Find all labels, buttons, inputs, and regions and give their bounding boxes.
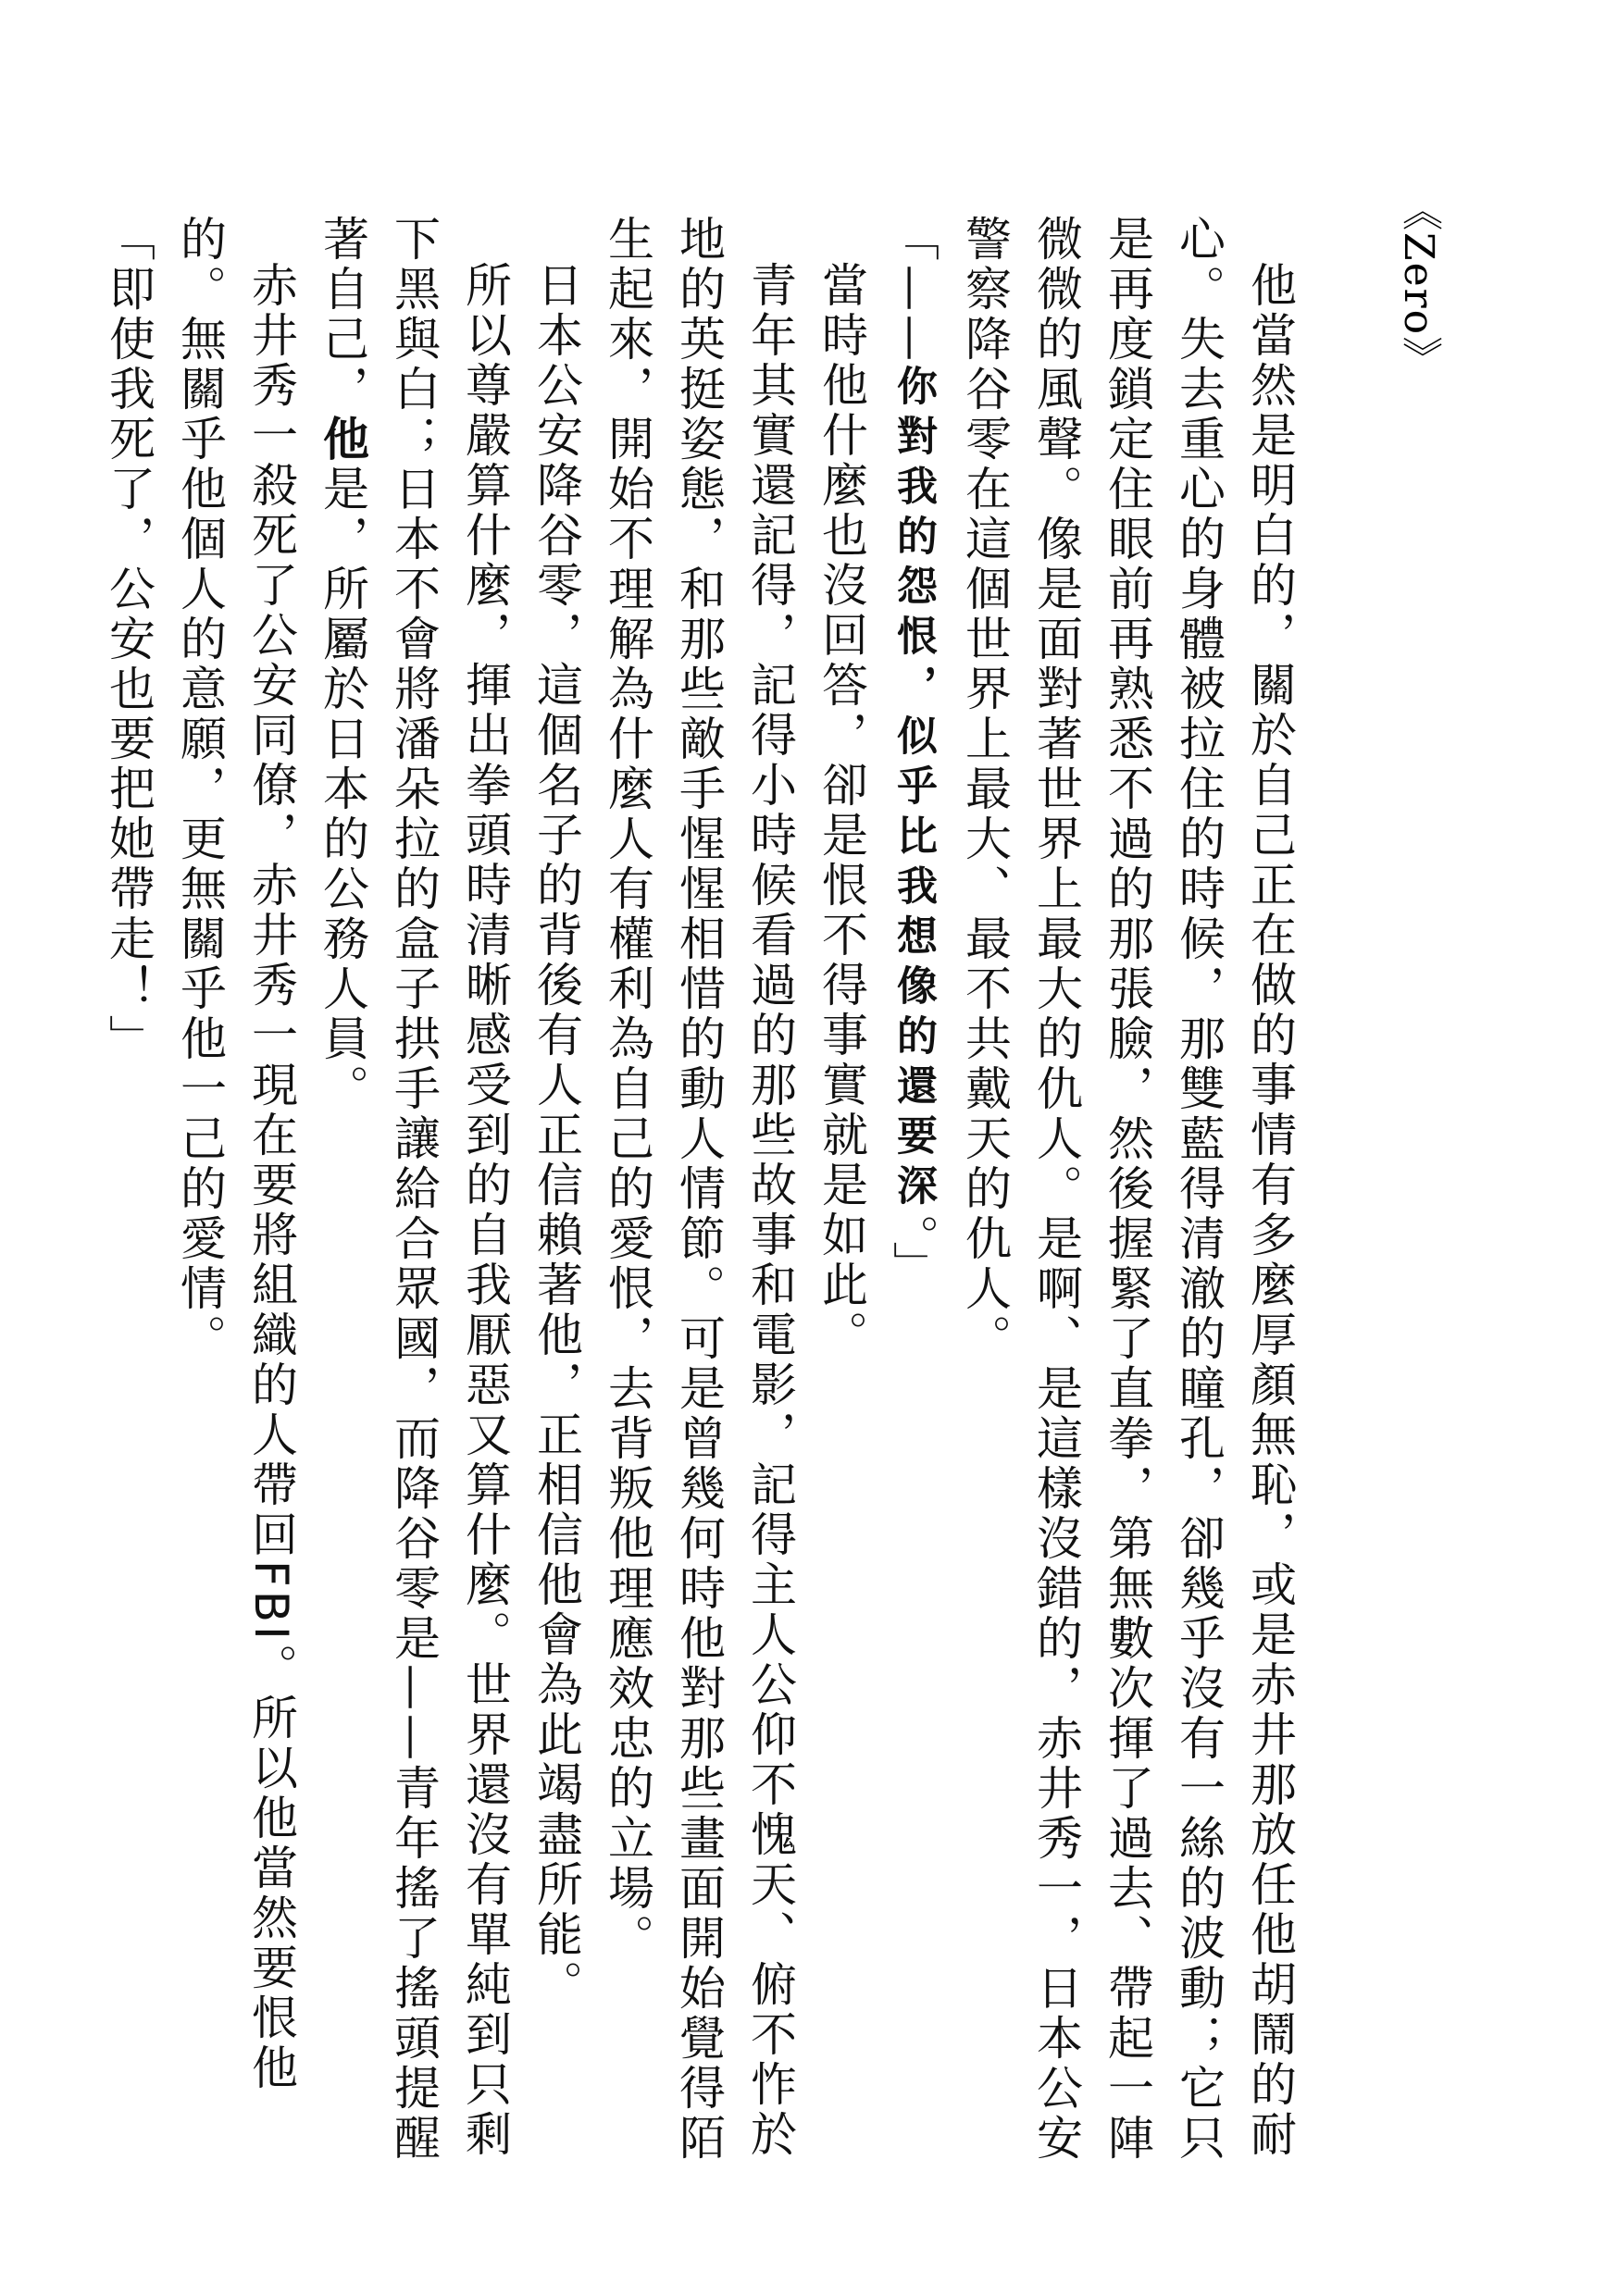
paragraph bbox=[164, 215, 306, 2167]
paragraph-quote bbox=[877, 215, 949, 2167]
quote-emphasis: 你對我的怨恨，似乎比我想像的還要深 bbox=[890, 365, 937, 1214]
paragraph: 日本公安降谷零，這個名子的背後有人正信賴著他，正相信他會為此竭盡所能。 bbox=[529, 261, 583, 2010]
quote-close: 。」 bbox=[886, 1214, 940, 1291]
page-title: 《Zero》 bbox=[1395, 190, 1442, 379]
paragraph-part: 所以尊嚴算什麼，揮出拳頭時清晰感受到的自我厭惡又算什麼。世界還沒有單純到只剩下黑與白；日本不會將潘朵拉的盒子拱手讓給合眾國，而降谷零是——青年搖了搖頭提醒著自己， bbox=[316, 215, 512, 2164]
fbi-word: FBI bbox=[244, 1560, 298, 1644]
paragraph: 青年其實還記得，記得小時候看過的那些故事和電影，記得主人公仰不愧天、俯不怍於地的英挺姿態，和那些敵手惺惺相惜的動人情節。可是曾幾何時他對那些畫面開始覺得陌生起來，開始不理解為什麼人有權利為自己的愛恨，去背叛他理應效忠的立場。 bbox=[601, 215, 797, 2164]
quote-open: 「—— bbox=[886, 215, 940, 365]
body-text bbox=[102, 215, 1305, 2167]
paragraph-part: 是，所屬於日本的公務人員。 bbox=[316, 465, 369, 1114]
paragraph bbox=[306, 215, 520, 2167]
paragraph: 他當然是明白的，關於自己正在做的事情有多麼厚顏無恥，或是赤井那放任他胡鬧的耐心。失去重心的身體被拉住的時候，那雙藍得清澈的瞳孔，卻幾乎沒有一絲的波動；它只是再度鎖定住眼前再熟悉不過的那張臉，然後握緊了直拳，第無數次揮了過去、帶起一陣微微的風聲。像是面對著世界上最大的仇人。是啊、是這樣沒錯的，赤井秀一，日本公安警察降谷零在這個世界上最大、最不共戴天的仇人。 bbox=[958, 215, 1297, 2164]
paragraph-part: 赤井秀一殺死了公安同僚，赤井秀一現在要將組織的人帶回 bbox=[244, 261, 298, 1560]
paragraph-part: 。所以他當然要恨他的。無關乎他個人的意願，更無關乎他一己的愛情。 bbox=[173, 215, 298, 2093]
paragraph-dialogue: 「即使我死了，公安也要把她帶走！」 bbox=[102, 215, 156, 1064]
paragraph: 當時他什麼也沒回答，卻是恨不得事實就是如此。 bbox=[815, 261, 868, 1360]
emphasis-word: 他 bbox=[316, 415, 369, 465]
